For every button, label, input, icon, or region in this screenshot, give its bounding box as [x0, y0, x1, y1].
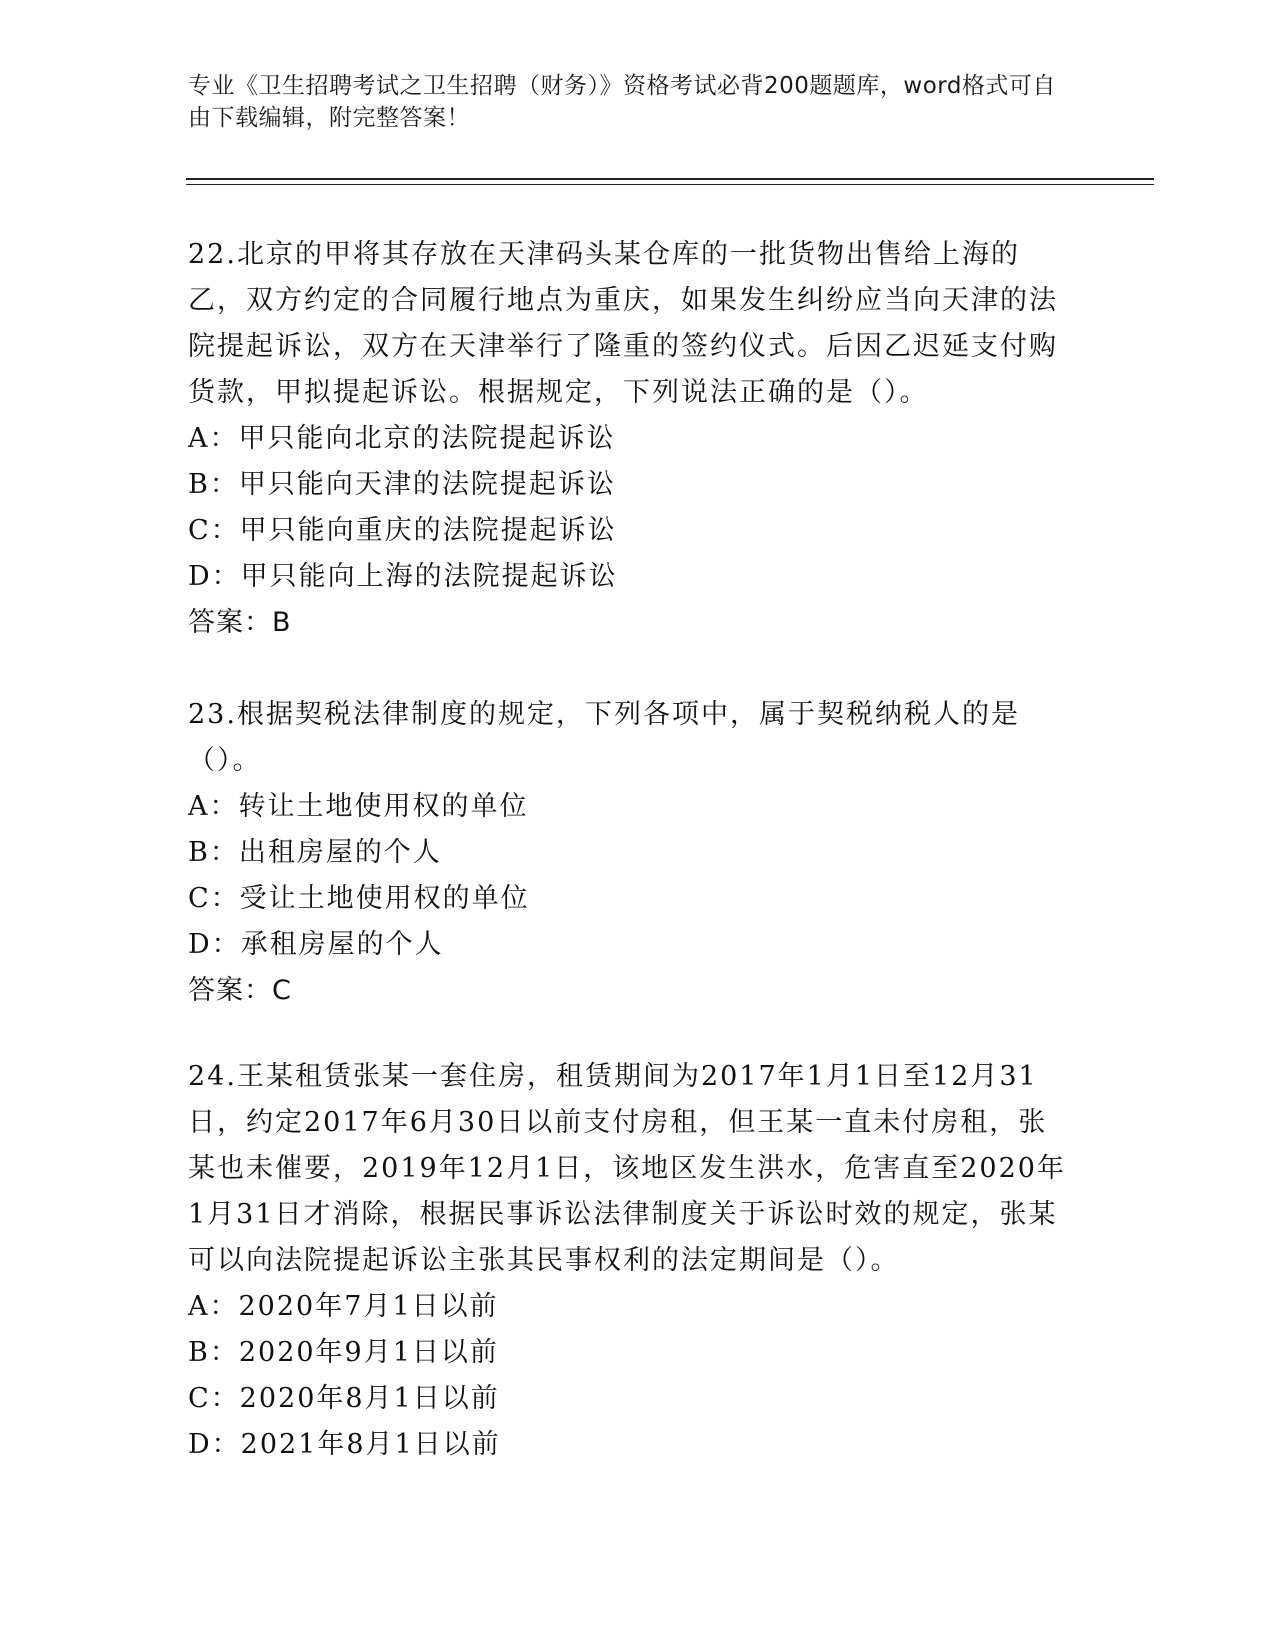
document-header: 专业《卫生招聘考试之卫生招聘（财务）》资格考试必背200题题库，word格式可自由下载编辑，附完整答案！: [188, 73, 1056, 131]
option-d: D：甲只能向上海的法院提起诉讼: [188, 561, 618, 592]
option-c: C：甲只能向重庆的法院提起诉讼: [188, 515, 617, 546]
option-d: D：2021年8月1日以前: [188, 1429, 501, 1460]
question-24: [188, 1054, 1068, 1468]
option-c: C：2020年8月1日以前: [188, 1383, 500, 1414]
option-b: B：出租房屋的个人: [188, 837, 442, 868]
header-divider: [186, 178, 1154, 185]
answer-line: 答案：C: [188, 975, 292, 1006]
option-a: A：转让土地使用权的单位: [188, 791, 529, 822]
option-b: B：2020年9月1日以前: [188, 1337, 499, 1368]
question-23: [188, 692, 1068, 1014]
option-b: B：甲只能向天津的法院提起诉讼: [188, 469, 616, 500]
option-d: D：承租房屋的个人: [188, 929, 444, 960]
option-a: A：甲只能向北京的法院提起诉讼: [188, 423, 616, 454]
question-stem: 23.根据契税法律制度的规定，下列各项中，属于契税纳税人的是（）。: [188, 699, 1020, 776]
question-stem: 24.王某租赁张某一套住房，租赁期间为2017年1月1日至12月31日，约定2017年6月30日以前支付房租，但王某一直未付房租，张某也未催要，2019年12月1日，该地区发生洪水，危害直至2020年1月31日才消除，根据民事诉讼法律制度关于诉讼时效的规定，张某可以向法院提起诉讼主张其民事权利的法定期间是（）。: [188, 1061, 1066, 1276]
question-stem: 22.北京的甲将其存放在天津码头某仓库的一批货物出售给上海的乙，双方约定的合同履行地点为重庆，如果发生纠纷应当向天津的法院提起诉讼，双方在天津举行了隆重的签约仪式。后因乙迟延支付购货款，甲拟提起诉讼。根据规定，下列说法正确的是（）。: [188, 239, 1058, 408]
option-a: A：2020年7月1日以前: [188, 1291, 499, 1322]
answer-line: 答案：B: [188, 607, 292, 638]
option-c: C：受让土地使用权的单位: [188, 883, 530, 914]
question-22: [188, 232, 1068, 646]
